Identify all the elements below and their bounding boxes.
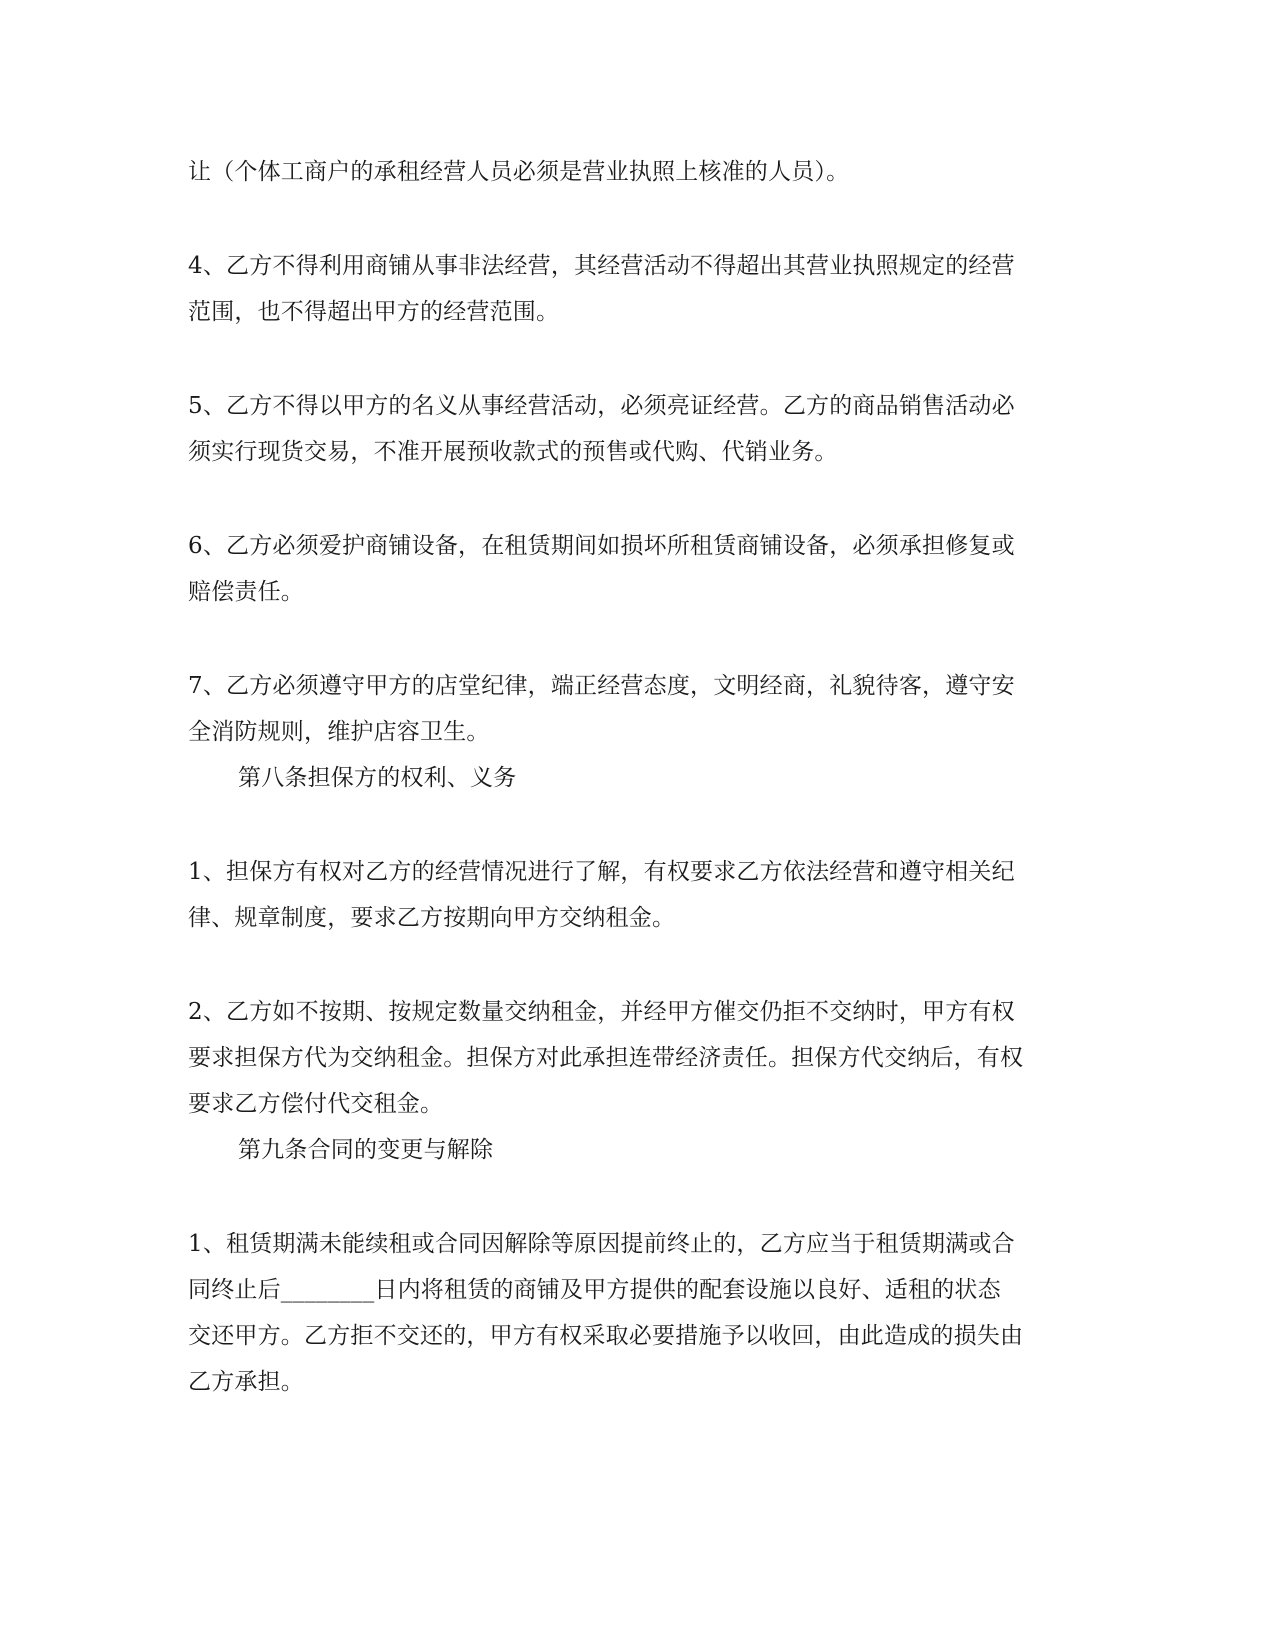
guarantor-clause-2-line-2: 要求担保方代为交纳租金。担保方对此承担连带经济责任。担保方代交纳后，有权 — [188, 1045, 1024, 1071]
clause-7-line-2: 全消防规则，维护店容卫生。 — [188, 719, 490, 745]
termination-clause-1-line-2: 同终止后________日内将租赁的商铺及甲方提供的配套设施以良好、适租的状态 — [188, 1277, 1001, 1303]
clause-6-line-2: 赔偿责任。 — [188, 579, 304, 605]
clause-5-line-2: 须实行现货交易，不准开展预收款式的预售或代购、代销业务。 — [188, 439, 838, 465]
section-heading-article-8: 第八条担保方的权利、义务 — [238, 765, 517, 791]
clause-4-line-2: 范围，也不得超出甲方的经营范围。 — [188, 299, 560, 325]
clause-4-line-1: 4、乙方不得利用商铺从事非法经营，其经营活动不得超出其营业执照规定的经营 — [188, 253, 1015, 279]
section-heading-article-9: 第九条合同的变更与解除 — [238, 1137, 494, 1163]
clause-5-line-1: 5、乙方不得以甲方的名义从事经营活动，必须亮证经营。乙方的商品销售活动必 — [188, 393, 1015, 419]
guarantor-clause-1-line-1: 1、担保方有权对乙方的经营情况进行了解，有权要求乙方依法经营和遵守相关纪 — [188, 859, 1015, 885]
termination-clause-1-line-3: 交还甲方。乙方拒不交还的，甲方有权采取必要措施予以收回，由此造成的损失由 — [188, 1323, 1024, 1349]
termination-clause-1-line-4: 乙方承担。 — [188, 1369, 304, 1395]
guarantor-clause-2-line-3: 要求乙方偿付代交租金。 — [188, 1091, 444, 1117]
clause-6-line-1: 6、乙方必须爱护商铺设备，在租赁期间如损坏所租赁商铺设备，必须承担修复或 — [188, 533, 1015, 559]
clause-continuation-line: 让（个体工商户的承租经营人员必须是营业执照上核准的人员）。 — [188, 159, 850, 185]
guarantor-clause-2-line-1: 2、乙方如不按期、按规定数量交纳租金，并经甲方催交仍拒不交纳时，甲方有权 — [188, 999, 1015, 1025]
clause-7-line-1: 7、乙方必须遵守甲方的店堂纪律，端正经营态度，文明经商，礼貌待客，遵守安 — [188, 673, 1015, 699]
guarantor-clause-1-line-2: 律、规章制度，要求乙方按期向甲方交纳租金。 — [188, 905, 676, 931]
termination-clause-1-line-1: 1、租赁期满未能续租或合同因解除等原因提前终止的，乙方应当于租赁期满或合 — [188, 1231, 1015, 1257]
